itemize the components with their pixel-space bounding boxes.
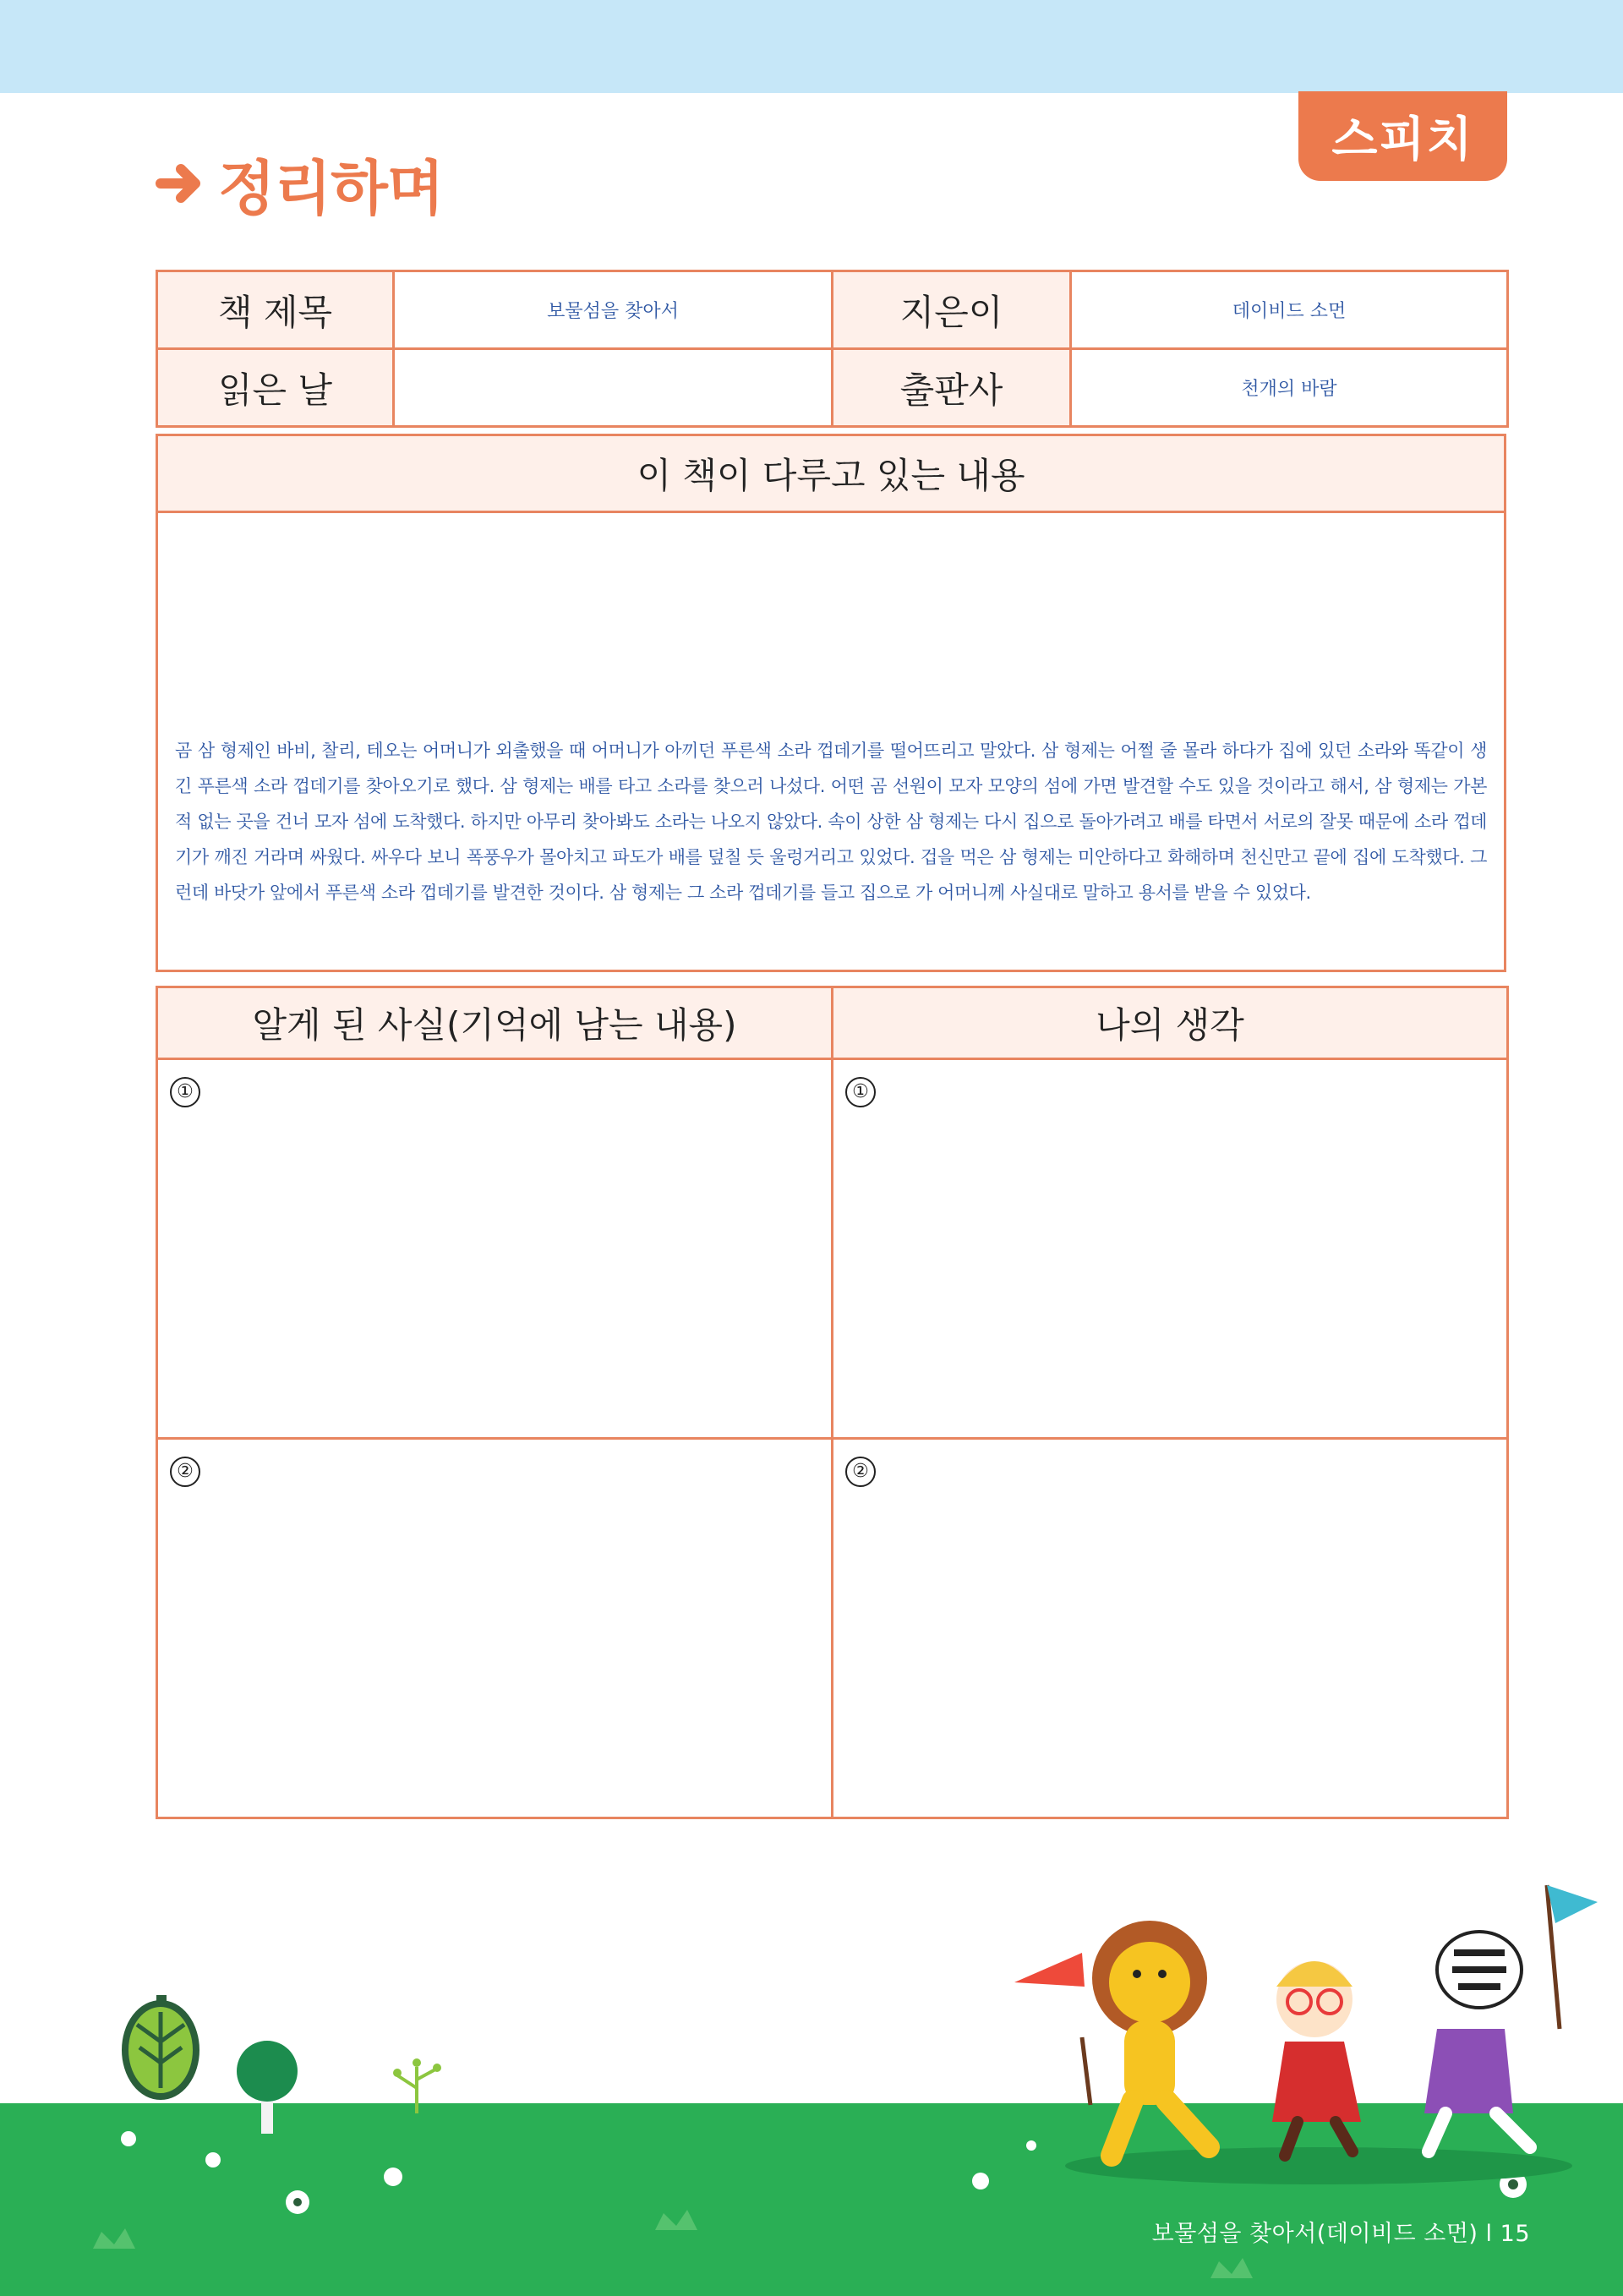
facts-header: 알게 된 사실(기억에 남는 내용)	[157, 987, 833, 1059]
tree-icon	[125, 1995, 196, 2096]
section-heading	[156, 145, 443, 221]
round-tree-icon	[237, 2041, 298, 2134]
fact-entry-2[interactable]	[157, 1439, 833, 1818]
number-marker-1: ①	[170, 1077, 200, 1107]
number-marker-1: ①	[845, 1077, 876, 1107]
lion-icon	[1014, 1921, 1209, 2156]
book-title-label: 책 제목	[157, 271, 394, 349]
category-badge: 스피치	[1298, 91, 1507, 181]
number-marker-2: ②	[845, 1457, 876, 1487]
book-title-value[interactable]: 보물섬을 찾아서	[394, 271, 833, 349]
author-value[interactable]: 데이비드 소먼	[1071, 271, 1508, 349]
page-footer: 보물섬을 찾아서(데이비드 소먼) l 15	[1151, 2221, 1530, 2247]
summary-cell[interactable]	[157, 512, 1506, 971]
summary-table	[156, 434, 1506, 972]
read-date-label: 읽은 날	[157, 349, 394, 427]
thoughts-header: 나의 생각	[833, 987, 1508, 1059]
arrow-right-icon	[156, 157, 208, 210]
sprout-icon	[393, 2058, 441, 2113]
thought-entry-2[interactable]	[833, 1439, 1508, 1818]
fact-entry-1[interactable]	[157, 1059, 833, 1439]
section-title: 정리하며	[218, 153, 444, 223]
author-label: 지은이	[833, 271, 1071, 349]
summary-header: 이 책이 다루고 있는 내용	[157, 435, 1506, 512]
grass-tuft-icon	[93, 2210, 1253, 2278]
publisher-label: 출판사	[833, 349, 1071, 427]
zebra-icon	[1424, 1885, 1598, 2151]
top-band	[0, 0, 1623, 93]
publisher-value[interactable]: 천개의 바람	[1071, 349, 1508, 427]
read-date-value[interactable]	[394, 349, 833, 427]
summary-text: 곰 삼 형제인 바비, 찰리, 테오는 어머니가 외출했을 때 어머니가 아끼던 푸른색 소라 껍데기를 떨어뜨리고 말았다. 삼 형제는 어쩔 줄 몰라 하다가 집에 있던 소라와 똑같이 생긴 푸른색 소라 껍데기를 찾아오기로 했다. 삼 형제는 배를 타고 소라를 찾으러 나섰다. 어떤 곰 선원이 모자 모양의 섬에 가면 발견할 수도 있을 것이라고 해서, 삼 형제는 가본 적 없는 곳을 건너 모자 섬에 도착했다. 하지만 아무리 찾아봐도 소라는 나오지 않았다. 속이 상한 삼 형제는 다시 집으로 돌아가려고 배를 타면서 서로의 잘못 때문에 소라 껍데기가 깨진 거라며 싸웠다. 싸우다 보니 폭풍우가 몰아치고 파도가 배를 덮칠 듯 울렁거리고 있었다. 겁을 먹은 삼 형제는 미안하다고 화해하며 천신만고 끝에 집에 도착했다. 그런데 바닷가 앞에서 푸른색 소라 껍데기를 발견한 것이다. 삼 형제는 그 소라 껍데기를 들고 집으로 가 어머니께 사실대로 말하고 용서를 받을 수 있었다.	[175, 741, 1487, 903]
number-marker-2: ②	[170, 1457, 200, 1487]
girl-icon	[1272, 1961, 1361, 2156]
book-info-table	[156, 270, 1509, 428]
facts-thoughts-table	[156, 986, 1509, 1819]
thought-entry-1[interactable]	[833, 1059, 1508, 1439]
